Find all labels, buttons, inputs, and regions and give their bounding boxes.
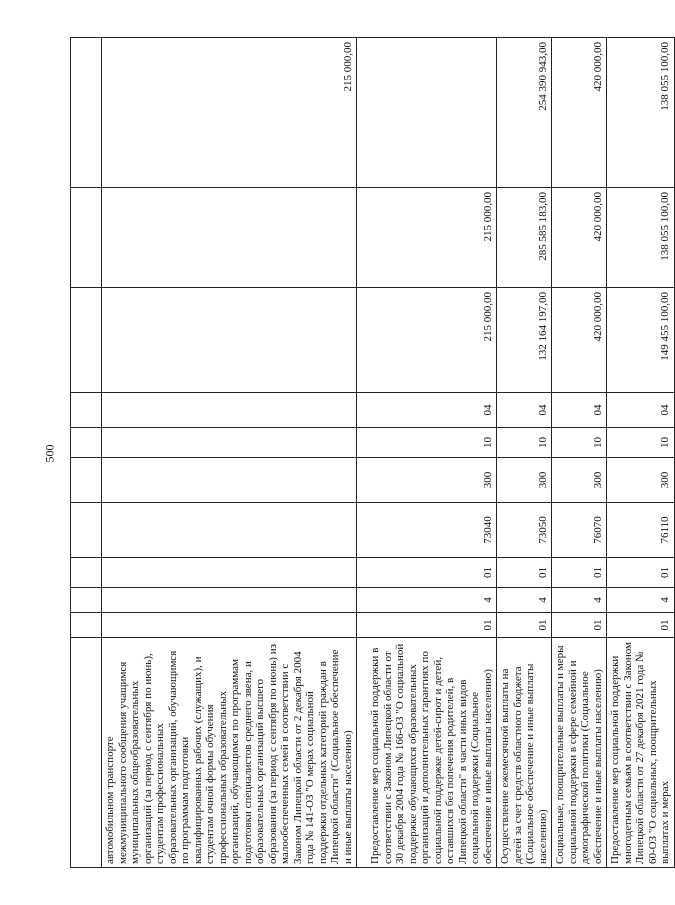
code-subprogram: 01 [497, 558, 552, 588]
budget-table [70, 37, 675, 868]
amount-year-2: 138 055 100,00 [607, 188, 675, 288]
code-subsection: 04 [552, 393, 607, 428]
blank-row [71, 38, 102, 868]
table-row [607, 38, 675, 868]
code-expense-type: 300 [497, 458, 552, 503]
code-program: 01 [607, 613, 675, 638]
rotated-page [70, 38, 671, 868]
code-subsection: 04 [607, 393, 675, 428]
code-expense-type: 300 [607, 458, 675, 503]
code-section: 10 [552, 428, 607, 458]
amount-year-1: 420 000,00 [552, 288, 607, 393]
code-program: 01 [497, 613, 552, 638]
code-type: 4 [552, 588, 607, 613]
code-subprogram: 01 [357, 558, 497, 588]
table-row [552, 38, 607, 868]
table-row [357, 38, 497, 868]
code-type: 4 [357, 588, 497, 613]
code-program: 01 [552, 613, 607, 638]
table-container [70, 38, 671, 868]
row-description: Социальные, поощрительные выплаты и меры социальной поддержки в сфере семейной и демографической политики (Социальное обеспечение и иные выплаты населению) [552, 638, 607, 868]
amount-year-2: 215 000,00 [357, 188, 497, 288]
amount-year-3: 254 390 943,00 [497, 38, 552, 188]
row-description: автомобильном транспорте межмуниципального сообщения учащимся муниципальных общеобразовательных организаций (за период с сентября по июнь), студентам профессиональных образовательных организаций, обучающимся по программам подготовки квалифицированных рабочих (служащих), и студентам очной формы обучения профессиональных образовательных организаций, обучающимся по программам подготовки специалистов среднего звена, и образовательных организаций высшего образования (за период с сентября по июнь) из малообеспеченных семей в соответствии с Законом Липецкой области от 2 декабря 2004 года № 141-ОЗ "О мерах социальной поддержки отдельных категорий граждан в Липецкой области" (Социальное обеспечение и иные выплаты населению) [102, 638, 357, 868]
code-section: 10 [497, 428, 552, 458]
code-subsection: 04 [357, 393, 497, 428]
amount-year-3 [357, 38, 497, 188]
row-description: Предоставление мер социальной поддержки в соответствии с Законом Липецкой области от 30 декабря 2004 года № 166-ОЗ "О социальной поддержке обучающихся образовательных организаций и дополнительных гарантиях по социальной поддержке детей-сирот и детей, оставшихся без попечения родителей, в Липецкой области" в части иных видов социальной поддержки (Социальное обеспечение и иные выплаты населению) [357, 638, 497, 868]
amount-year-3: 215 000,00 [102, 38, 357, 188]
code-direction: 73050 [497, 503, 552, 558]
table-row [102, 38, 357, 868]
amount-year-1: 215 000,00 [357, 288, 497, 393]
code-direction: 76070 [552, 503, 607, 558]
row-description: Предоставление мер социальной поддержки многодетным семьям в соответствии с Законом Липецкой области от 27 декабря 2021 года № 60-ОЗ "О социальных, поощрительных выплатах и мерах [607, 638, 675, 868]
page-number: 500 [42, 444, 57, 463]
code-expense-type [102, 458, 357, 503]
amount-year-1: 149 455 100,00 [607, 288, 675, 393]
code-subprogram: 01 [607, 558, 675, 588]
amount-year-2: 285 585 183,00 [497, 188, 552, 288]
code-type [102, 588, 357, 613]
code-section: 10 [357, 428, 497, 458]
code-subsection [102, 393, 357, 428]
amount-year-1: 132 164 197,00 [497, 288, 552, 393]
code-program: 01 [357, 613, 497, 638]
code-section: 10 [607, 428, 675, 458]
amount-year-3: 138 055 100,00 [607, 38, 675, 188]
code-subsection: 04 [497, 393, 552, 428]
code-direction: 76110 [607, 503, 675, 558]
code-direction: 73040 [357, 503, 497, 558]
amount-year-1 [102, 288, 357, 393]
row-description: Осуществление ежемесячной выплаты на детей за счет средств областного бюджета (Социальное обеспечение и иные выплаты населению) [497, 638, 552, 868]
code-type: 4 [607, 588, 675, 613]
table-row [497, 38, 552, 868]
code-subprogram: 01 [552, 558, 607, 588]
code-program [102, 613, 357, 638]
amount-year-2: 420 000,00 [552, 188, 607, 288]
amount-year-2 [102, 188, 357, 288]
code-type: 4 [497, 588, 552, 613]
amount-year-3: 420 000,00 [552, 38, 607, 188]
code-expense-type: 300 [357, 458, 497, 503]
code-section [102, 428, 357, 458]
code-subprogram [102, 558, 357, 588]
code-expense-type: 300 [552, 458, 607, 503]
code-direction [102, 503, 357, 558]
